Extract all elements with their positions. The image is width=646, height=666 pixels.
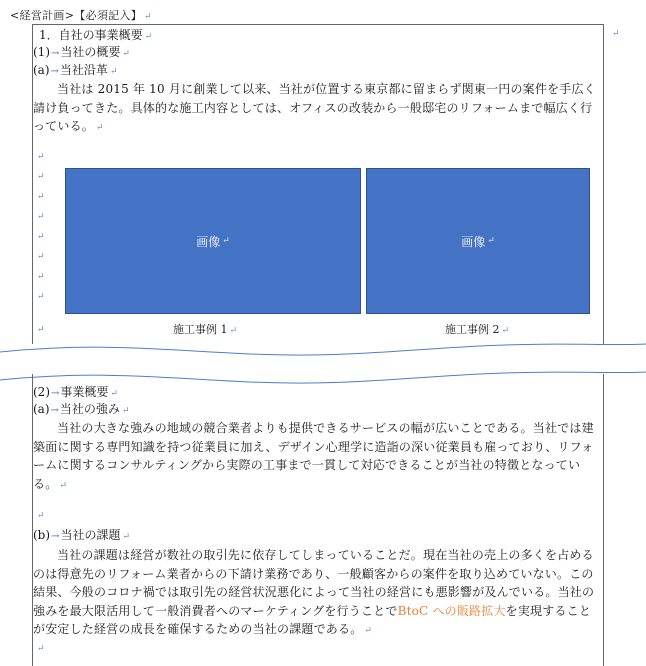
strengths-heading: (a)→当社の強み ↵ [33,402,130,416]
arrow-icon: → [51,388,60,399]
return-mark-icon: ↵ [364,626,373,636]
return-mark-icon: ↵ [96,123,104,133]
issues-heading: (b)→当社の課題 ↵ [33,528,130,542]
construction-image-1: 画像 ↵ [65,168,361,314]
return-mark-icon: ↵ [37,325,45,335]
return-mark-icon: ↵ [122,49,130,59]
return-mark-icon: ↵ [37,511,45,521]
return-mark-icon: ↵ [501,326,510,336]
strengths-paragraph: 当社の大きな強みの地域の競合業者よりも提供できるサービスの幅が広いことである。当社では建築面に関する専門知識を持つ従業員に加え、デザイン心理学に造詣の深い従業員も雇っており、リフォームに関するコンサルティングから実際の工事まで一貫して対応できることが当社の特徴となっている。 ↵ [33,421,594,491]
return-mark-icon: ↵ [122,532,130,542]
return-mark-icon: ↵ [109,67,118,77]
caption-1: 施工事例 1 ↵ [173,323,238,336]
subsection-a-heading: (a)→当社沿革 ↵ [33,63,118,77]
return-mark-icon: ↵ [37,172,45,182]
return-mark-icon: ↵ [487,236,495,246]
highlighted-text: BtoC への販路拡大 [397,603,506,618]
return-mark-icon: ↵ [37,252,45,262]
header-text: <経営計画>【必須記入】 [10,9,143,22]
return-mark-icon: ↵ [37,212,45,222]
return-mark-icon: ↵ [144,32,153,42]
section-1-title: 1．自社の事業概要 ↵ [39,28,153,42]
issues-paragraph: 当社の課題は経営が数社の取引先に依存してしまっていることだ。現在当社の売上の多くを占めるのは得意先のリフォーム業者からの下請け業務であり、一般顧客からの案件を取り込めていない。この結果、今般のコロナ禍では取引先の経営状況悪化によって当社の経営にも悪影響が及んでいる。当社の強みを最大限活用して一般消費者へのマーケティングを行うことでBtoC への販路拡大を実現することが安定した経営の成長を確保するための当社の課題である。 ↵ [33,548,595,636]
history-paragraph: 当社は 2015 年 10 月に創業して以来、当社が位置する東京都に留まらず関東一円の案件を手広く請け負ってきた。具体的な施工内容としては、オフィスの改装から一般邸宅のリフォームまで幅広く行っている。 ↵ [33,82,596,133]
section-1-box [32,24,604,352]
return-mark-icon: ↵ [229,326,238,336]
return-mark-icon: ↵ [37,272,45,282]
caption-2: 施工事例 2 ↵ [445,323,510,336]
return-mark-icon: ↵ [144,12,152,22]
page-header [10,7,152,23]
return-mark-icon: ↵ [37,232,45,242]
return-mark-icon: ↵ [121,406,130,416]
subsection-2-heading: (2)→事業概要 ↵ [33,385,118,399]
arrow-icon: → [51,48,60,59]
return-mark-icon: ↵ [37,644,45,654]
arrow-icon: → [51,531,60,542]
return-mark-icon: ↵ [37,152,45,162]
return-mark-icon: ↵ [612,29,620,39]
return-mark-icon: ↵ [59,480,68,491]
return-mark-icon: ↵ [37,192,45,202]
arrow-icon: → [50,405,59,416]
construction-image-2: 画像 ↵ [366,168,590,314]
section-2-box [32,374,604,666]
return-mark-icon: ↵ [110,389,118,399]
subsection-1-heading: (1)→当社の概要 ↵ [33,45,130,59]
arrow-icon: → [50,66,59,77]
return-mark-icon: ↵ [37,292,45,302]
return-mark-icon: ↵ [222,236,230,246]
